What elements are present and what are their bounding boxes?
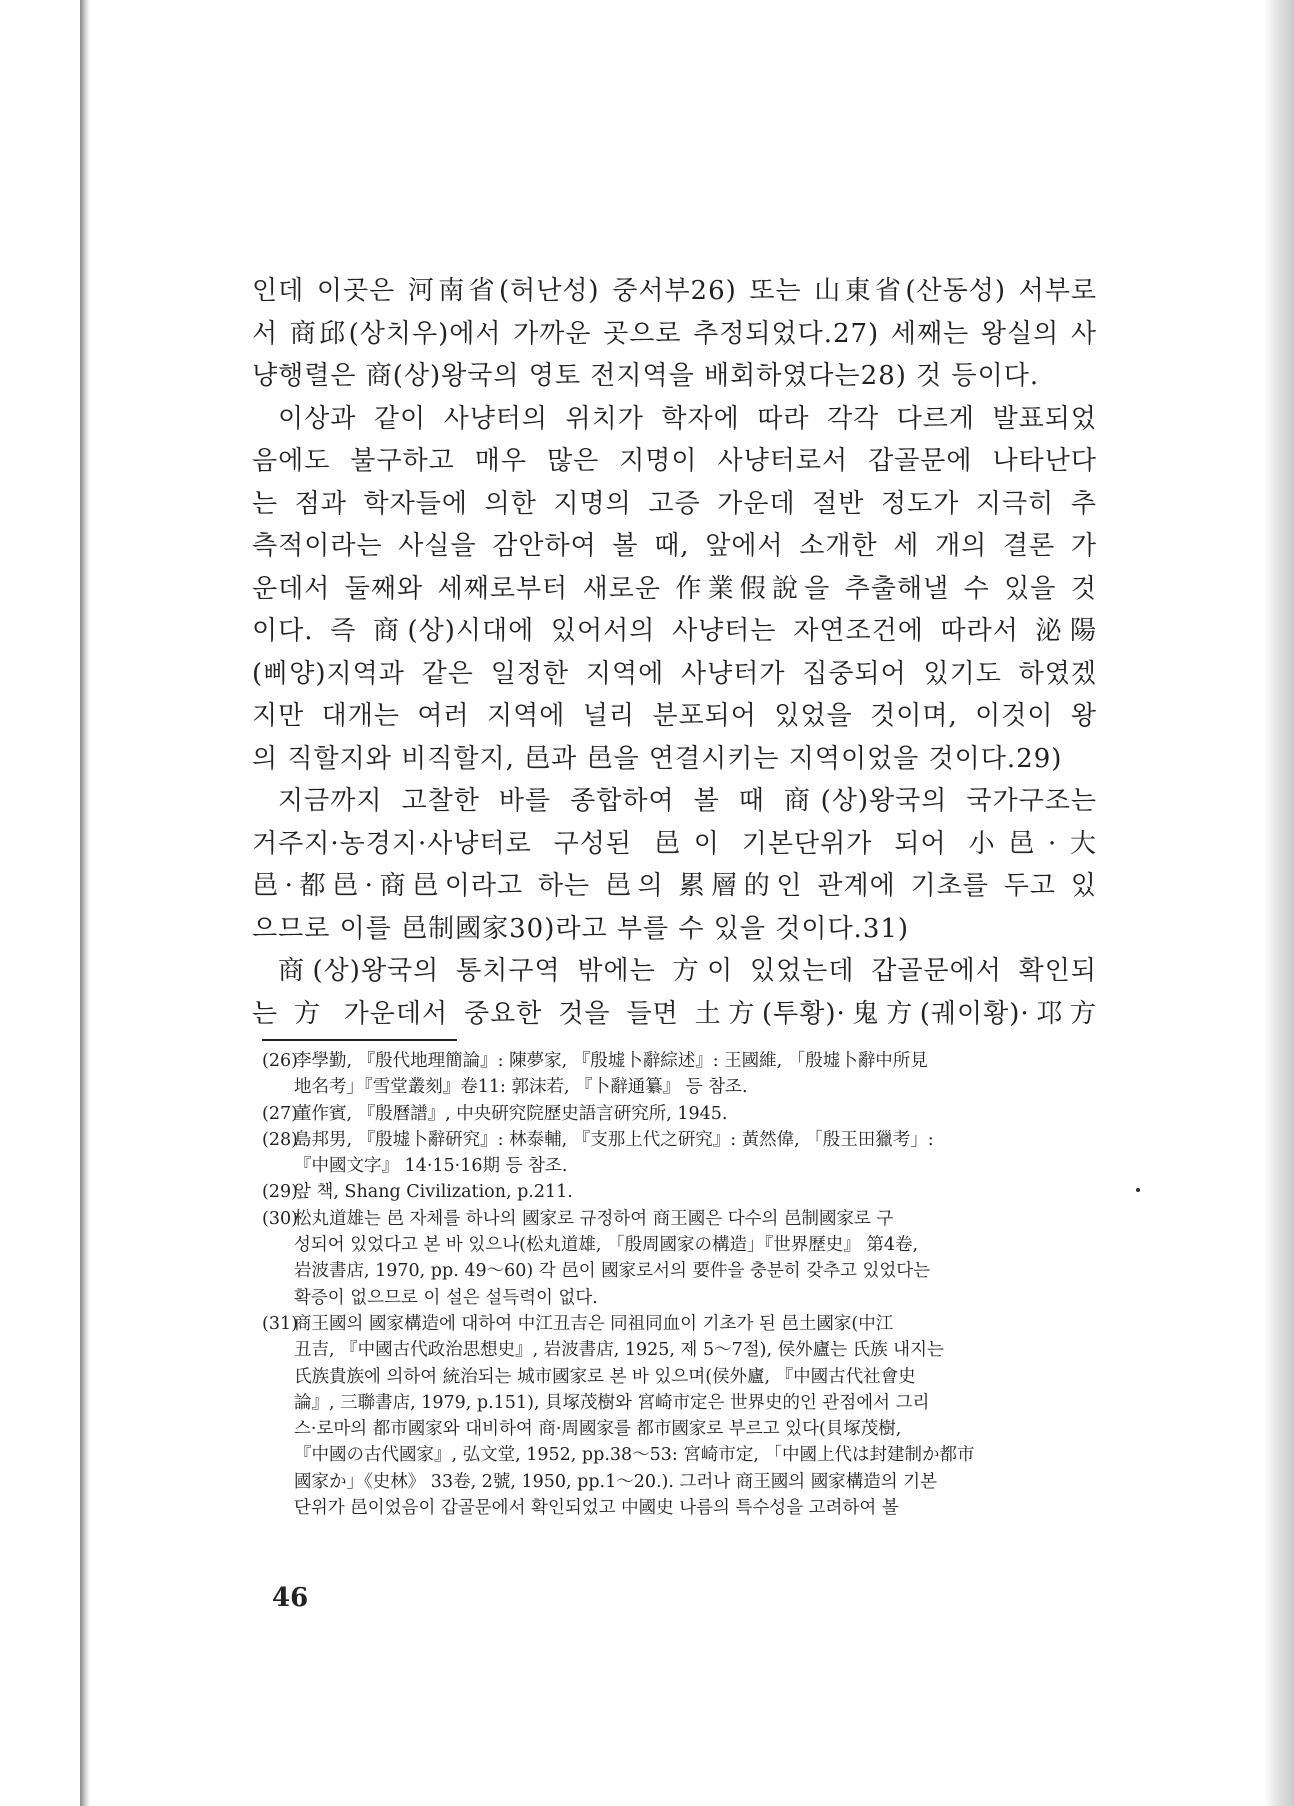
footnote-number: (26)	[262, 1051, 298, 1071]
body-line: 인데 이곳은 河南省(허난성) 중서부26) 또는 山東省(산동성) 서부로	[252, 276, 1097, 306]
footnote	[262, 1206, 1097, 1311]
footnote-line: 國家か」《史林》 33卷, 2號, 1950, pp.1～20.). 그러나 商王國의 國家構造의 기본	[294, 1471, 938, 1492]
footnote-line: 董作賓, 『殷曆譜』, 中央硏究院歷史語言硏究所, 1945.	[294, 1103, 728, 1124]
footnote-number: (31)	[262, 1313, 298, 1334]
footnote-number: (28)	[262, 1129, 298, 1150]
footnote-line: 商王國의 國家構造에 대하여 中江丑吉은 同祖同血이 기초가 된 邑土國家(中江	[294, 1313, 894, 1334]
page-gutter-shadow	[80, 0, 90, 1806]
footnote-line: 단위가 邑이었음이 갑골문에서 확인되었고 中國史 나름의 특수성을 고려하여 볼	[294, 1498, 899, 1519]
body-text	[252, 270, 1097, 1035]
body-line: 商(상)왕국의 통치구역 밖에는 方이 있었는데 갑골문에서 확인되	[278, 956, 1097, 986]
body-line: 邑·都邑·商邑이라고 하는 邑의 累層的인 관계에 기초를 두고 있	[252, 871, 1097, 901]
footnote-line: 氏族貴族에 의하여 統治되는 城市國家로 본 바 있으며(侯外廬, 『中國古代社會史	[294, 1366, 916, 1387]
body-line: 음에도 불구하고 매우 많은 지명이 사냥터로서 갑골문에 나타난다	[252, 446, 1097, 476]
body-line: 지금까지 고찰한 바를 종합하여 볼 때 商(상)왕국의 국가구조는	[278, 786, 1097, 816]
page-edge-shadow	[1264, 0, 1294, 1806]
page-number: 46	[272, 1583, 309, 1613]
footnote-number: (27)	[262, 1103, 298, 1124]
footnote-line: 스·로마의 都市國家와 대비하여 商·周國家를 都市國家로 부르고 있다(貝塚茂樹,	[294, 1419, 902, 1440]
footnote-line: 論』, 三聯書店, 1979, p.151), 貝塚茂樹와 宮崎市定은 世界史的인 관점에서 그리	[294, 1392, 930, 1413]
body-line: 냥행렬은 商(상)왕국의 영토 전지역을 배회하였다는28) 것 등이다.	[252, 361, 1040, 391]
body-line: 의 직할지와 비직할지, 邑과 邑을 연결시키는 지역이었을 것이다.29)	[252, 743, 1063, 774]
body-line: 이상과 같이 사냥터의 위치가 학자에 따라 각각 다르게 발표되었	[278, 403, 1097, 434]
body-line: 는 方 가운데서 중요한 것을 들면 土方(투황)·鬼方(궤이황)·邛方	[252, 998, 1097, 1029]
footnote-line: 地名考」『雪堂叢刻』卷11: 郭沫若, 『卜辭通纂』 등 참조.	[294, 1077, 748, 1098]
footnote-line: 확증이 없으므로 이 설은 설득력이 없다.	[294, 1287, 598, 1308]
footnote-line: 島邦男, 『殷墟卜辭硏究』: 林泰輔, 『支那上代之硏究』: 黃然偉, 「殷王田獵考」:	[294, 1129, 934, 1150]
body-line: 이다. 즉 商(상)시대에 있어서의 사냥터는 자연조건에 따라서 泌陽	[252, 616, 1097, 646]
body-line: (삐양)지역과 같은 일정한 지역에 사냥터가 집중되어 있기도 하였겠	[252, 658, 1097, 689]
footnote-line: 『中國の古代國家』, 弘文堂, 1952, pp.38～53: 宮崎市定, 「中國上代は封建制か都市	[294, 1445, 975, 1466]
body-line: 측적이라는 사실을 감안하여 볼 때, 앞에서 소개한 세 개의 결론 가	[252, 531, 1097, 561]
footnote-line: 앞 책, Shang Civilization, p.211.	[294, 1182, 573, 1203]
scan-speck	[1136, 1188, 1140, 1192]
footnote-line: 丑吉, 『中國古代政治思想史』, 岩波書店, 1925, 제 5～7절), 侯外廬는 氏族 내지는	[294, 1340, 944, 1361]
body-line: 서 商邱(상치우)에서 가까운 곳으로 추정되었다.27) 세째는 왕실의 사	[252, 318, 1097, 349]
footnote	[262, 1048, 1097, 1101]
footnotes	[262, 1048, 1097, 1521]
footnote-line: 岩波書店, 1970, pp. 49～60) 각 邑이 國家로서의 要件을 충분히 갖추고 있었다는	[294, 1261, 931, 1282]
footnote	[262, 1311, 1097, 1521]
body-line: 는 점과 학자들에 의한 지명의 고증 가운데 절반 정도가 지극히 추	[252, 488, 1097, 519]
footnote-line: 李學勤, 『殷代地理簡論』: 陳夢家, 『殷墟卜辭綜述』: 王國維, 「殷墟卜辭中所見	[294, 1051, 928, 1071]
footnote-number: (30)	[262, 1208, 298, 1229]
footnote-line: 『中國文字』 14·15·16期 등 참조.	[294, 1156, 568, 1177]
footnote-line: 성되어 있었다고 본 바 있으나(松丸道雄, 「殷周國家の構造」『世界歷史』 第4卷,	[294, 1235, 919, 1256]
footnote-rule	[262, 1039, 457, 1041]
body-line: 운데서 둘째와 세째로부터 새로운 作業假說을 추출해낼 수 있을 것	[252, 573, 1097, 604]
footnote-number: (29)	[262, 1182, 298, 1203]
footnote	[262, 1127, 1097, 1180]
footnote	[262, 1101, 1097, 1127]
body-line: 거주지·농경지·사냥터로 구성된 邑이 기본단위가 되어 小邑·大	[252, 828, 1097, 859]
footnote	[262, 1179, 1097, 1205]
footnote-line: 松丸道雄는 邑 자체를 하나의 國家로 규정하여 商王國은 다수의 邑制國家로 구	[294, 1208, 894, 1229]
body-line: 지만 대개는 여러 지역에 널리 분포되어 있었을 것이며, 이것이 왕	[252, 701, 1097, 731]
body-line: 으므로 이를 邑制國家30)라고 부를 수 있을 것이다.31)	[252, 913, 910, 944]
